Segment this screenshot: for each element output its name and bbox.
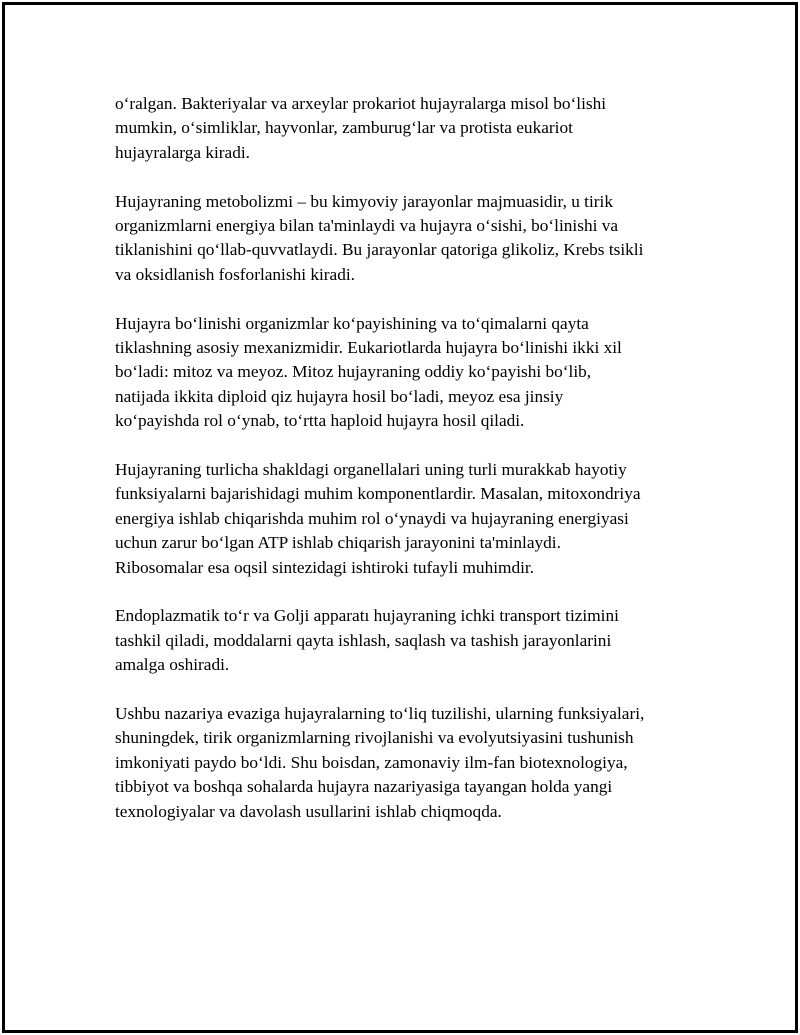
text-line: tiklashning asosiy mexanizmidir. Eukariotlarda hujayra bo‘linishi ikki xil [115,338,622,358]
text-line: o‘ralgan. Bakteriyalar va arxeylar prokariot hujayralarga misol bo‘lishi [115,94,607,113]
text-line: hujayralarga kiradi. [115,142,250,162]
paragraph-metabolism [115,190,715,288]
text-line: uchun zarur bo‘lgan ATP ishlab chiqarish jarayonini ta'minlaydi. [115,533,561,553]
text-line: ko‘payishda rol o‘ynab, to‘rtta haploid hujayra hosil qiladi. [115,411,525,431]
text-line: va oksidlanish fosforlanishi kiradi. [115,264,355,284]
text-line: natijada ikkita diploid qiz hujayra hosil bo‘ladi, meyoz esa jinsiy [115,386,564,406]
document-body [115,92,715,849]
text-line: Hujayraning metobolizmi – bu kimyoviy jarayonlar majmuasidir, u tirik [115,191,613,211]
text-line: Ushbu nazariya evaziga hujayralarning to‘liq tuzilishi, ularning funksiyalari, [115,704,645,724]
text-line: tashkil qiladi, moddalarni qayta ishlash, saqlash va tashish jarayonlarini [115,630,612,650]
paragraph-cell-division [115,312,715,434]
text-line: tibbiyot va boshqa sohalarda hujayra nazariyasiga tayangan holda yangi [115,777,613,797]
text-line: amalga oshiradi. [115,655,230,675]
text-line: Hujayra bo‘linishi organizmlar ko‘payishining va to‘qimalarni qayta [115,313,589,333]
text-line: texnologiyalar va davolash usullarini ishlab chiqmoqda. [115,801,502,821]
text-line: organizmlarni energiya bilan ta'minlaydi va hujayra o‘sishi, bo‘linishi va [115,216,619,236]
text-line: tiklanishini qo‘llab-quvvatlaydi. Bu jarayonlar qatoriga glikoliz, Krebs tsikli [115,240,644,260]
text-line: mumkin, o‘simliklar, hayvonlar, zamburug‘lar va protista eukariot [115,118,573,138]
paragraph-cell-theory [115,702,715,824]
paragraph-er-golgi [115,604,715,677]
text-line: bo‘ladi: mitoz va meyoz. Mitoz hujayraning oddiy ko‘payishi bo‘lib, [115,362,592,382]
text-line: Hujayraning turlicha shakldagi organellalari uning turli murakkab hayotiy [115,460,627,480]
text-line: Endoplazmatik to‘r va Golji apparatı hujayraning ichki transport tizimini [115,606,619,626]
text-line: imkoniyati paydo bo‘ldi. Shu boisdan, zamonaviy ilm-fan biotexnologiya, [115,752,628,772]
text-line: energiya ishlab chiqarishda muhim rol o‘ynaydi va hujayraning energiyasi [115,508,629,528]
text-line: shuningdek, tirik organizmlarning rivojlanishi va evolyutsiyasini tushunish [115,728,634,748]
paragraph-organelles [115,458,715,580]
text-line: funksiyalarni bajarishidagi muhim komponentlardir. Masalan, mitoxondriya [115,484,641,504]
text-line: Ribosomalar esa oqsil sintezidagi ishtiroki tufayli muhimdir. [115,557,535,577]
paragraph-cell-types [115,92,715,165]
